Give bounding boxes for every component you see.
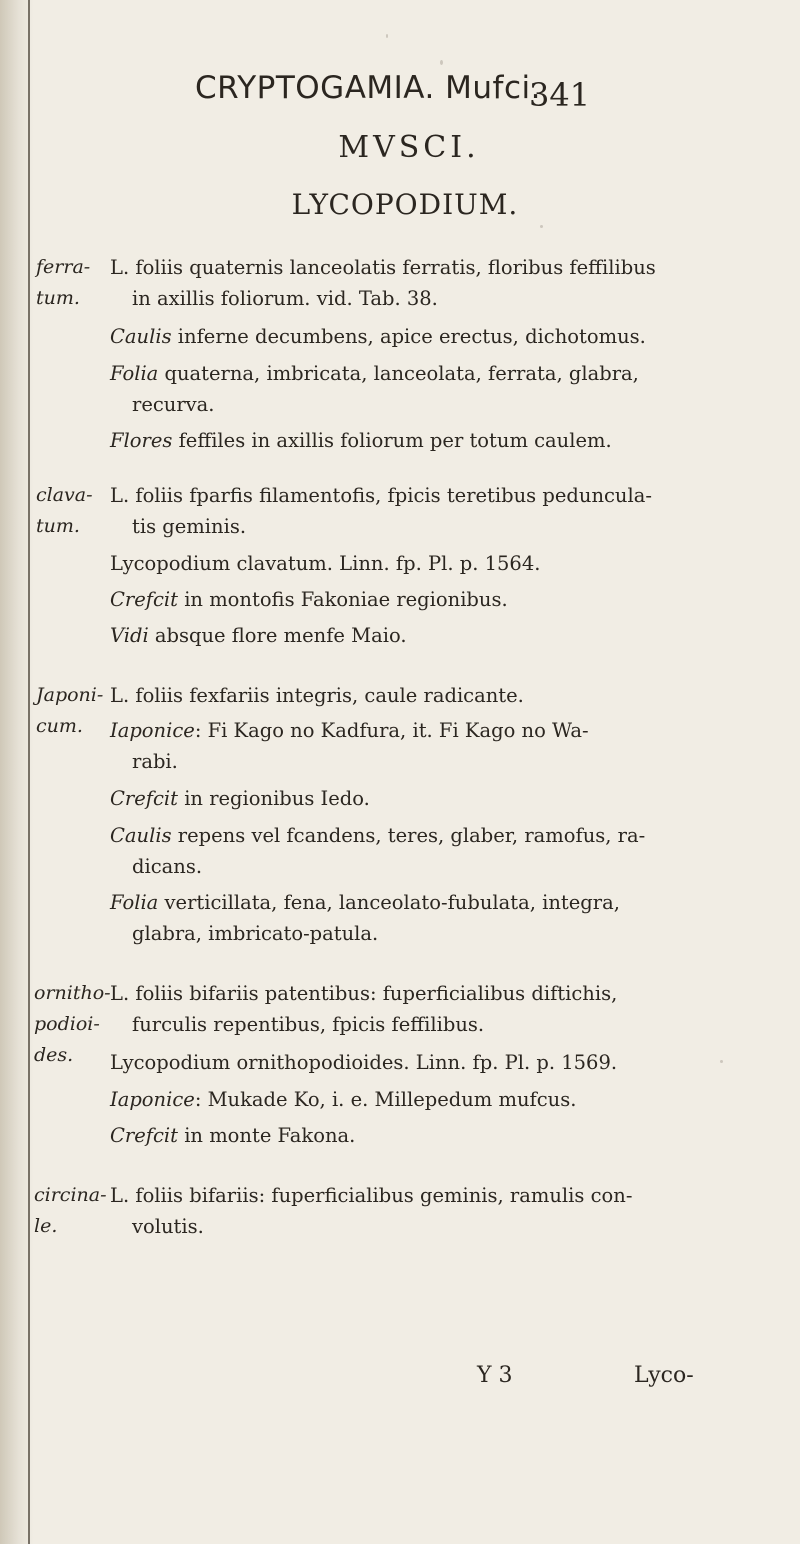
page-number: 341 [529,76,591,114]
section-title: MVSCI. [338,130,480,165]
text-line: L. foliis bifariis patentibus: fuperficialibus diftichis, [110,982,618,1005]
page-header [195,70,575,118]
text-line: Crefcit in regionibus Iedo. [110,787,370,810]
text-line: Folia quaterna, imbricata, lanceolata, ferrata, glabra, [110,362,639,385]
text-line: Lycopodium ornithopodioides. Linn. fp. Pl. p. 1569. [110,1051,618,1074]
text-line: L. foliis fexfariis integris, caule radicante. [110,684,524,707]
margin-label: clava- tum. [36,484,93,537]
text-line: L. foliis fparfis filamentofis, fpicis teretibus peduncula- [110,484,652,507]
text-line: in axillis foliorum. vid. Tab. 38. [132,287,438,310]
text-line: furculis repentibus, fpicis feffilibus. [132,1013,485,1036]
running-head: CRYPTOGAMIA. Mufci. [195,70,541,106]
text-line: Caulis repens vel fcandens, teres, glaber, ramofus, ra- [110,824,646,847]
text-line: L. foliis bifariis: fuperficialibus geminis, ramulis con- [110,1184,633,1207]
paper-speck [540,225,543,228]
text-line: Crefcit in monte Fakona. [110,1124,356,1147]
paper-speck [720,1060,723,1063]
text-line: Iaponice: Mukade Ko, i. e. Millepedum mufcus. [110,1088,577,1111]
signature-mark: Y 3 [477,1363,513,1388]
catchword: Lyco- [634,1363,694,1388]
text-line: Folia verticillata, fena, lanceolato-fubulata, integra, [110,891,620,914]
text-line: Flores feffiles in axillis foliorum per totum caulem. [110,429,612,452]
text-line: Vidi absque flore menfe Maio. [110,624,407,647]
text-line: rabi. [132,750,178,773]
text-line: tis geminis. [132,515,247,538]
text-line: recurva. [132,393,215,416]
text-line: Iaponice: Fi Kago no Kadfura, it. Fi Kago no Wa- [110,719,589,742]
text-line: Caulis inferne decumbens, apice erectus, dichotomus. [110,325,646,348]
margin-label: Japoni- cum. [36,684,104,737]
margin-label: ferra- tum. [36,256,91,309]
binding-edge [28,0,30,1544]
text-line: glabra, imbricato-patula. [132,922,379,945]
genus-title: LYCOPODIUM. [291,188,519,221]
margin-label: ornitho- podioi- des. [34,982,111,1066]
text-line: volutis. [132,1215,204,1238]
margin-label: circina- le. [34,1184,107,1237]
text-line: L. foliis quaternis lanceolatis ferratis, floribus feffilibus [110,256,656,279]
text-line: Crefcit in montofis Fakoniae regionibus. [110,588,508,611]
text-line: Lycopodium clavatum. Linn. fp. Pl. p. 1564. [110,552,541,575]
paper-speck [386,34,388,38]
text-line: dicans. [132,855,203,878]
paper-speck [440,60,443,65]
